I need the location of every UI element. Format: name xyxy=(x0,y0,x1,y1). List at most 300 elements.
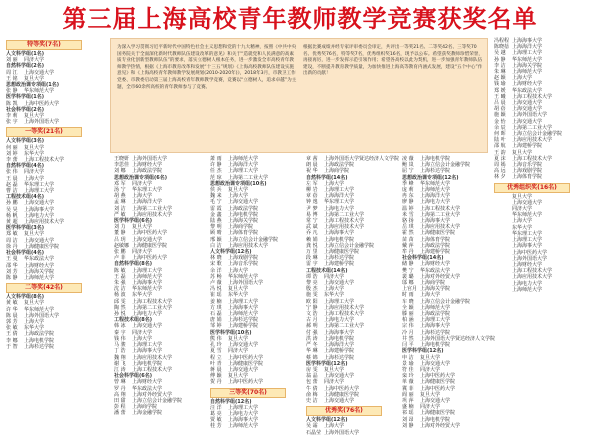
winner-school: 上海电力大学 xyxy=(420,199,451,206)
winner-name: 谭 浩 xyxy=(306,273,318,280)
winner-school: 上海师范大学 xyxy=(420,304,451,311)
winner-school: 上海理工大学 xyxy=(132,342,163,349)
subject-group-label: 医学科学组(3名) xyxy=(6,225,45,232)
winner-school: 华东师范大学 xyxy=(24,306,55,313)
winner-school: 上海师范大学 xyxy=(512,286,543,293)
winner-name: 孙 悦 xyxy=(114,311,126,318)
winner-row xyxy=(494,174,598,180)
winner-name: 张 伟 xyxy=(6,169,18,176)
winner-name: 任 杰 xyxy=(210,168,222,175)
winner-name: 王 韵 xyxy=(494,149,506,156)
winner-school: 上海海事大学 xyxy=(132,280,163,287)
winner-name: 曹 洁 xyxy=(6,188,18,195)
winner-school: 上海工程技术大学 xyxy=(512,155,553,162)
winner-name: 钟 逸 xyxy=(306,199,318,206)
winner-school: 上海外国语大学 xyxy=(132,156,168,162)
winner-name: 谢 飞 xyxy=(114,360,126,367)
winner-school: 东华大学 xyxy=(132,292,153,299)
winner-name: 余 辰 xyxy=(494,124,506,131)
subject-group-label: 自然科学组(4名) xyxy=(6,163,45,170)
winner-school: 上海金融学院 xyxy=(132,410,163,417)
winner-name: 冯程程 xyxy=(494,38,510,44)
winner-name: 贺 丹 xyxy=(210,379,222,386)
winner-school: 上海对外经贸大学 xyxy=(132,391,173,398)
winner-name: 侯 兵 xyxy=(210,187,222,194)
winner-name: 张 鹏 xyxy=(114,249,126,256)
winner-name: 滕 丽 xyxy=(402,311,414,318)
winner-school: 上海电机学院 xyxy=(324,335,355,342)
winner-name: 傅 颖 xyxy=(210,373,222,380)
winner-row xyxy=(114,410,206,416)
winner-name: 刘 娜 xyxy=(114,168,126,175)
winner-school: 上海海事大学 xyxy=(24,206,55,213)
winner-school: 上海师范大学 xyxy=(512,69,543,76)
winner-name: 孙 静 xyxy=(494,56,506,63)
winner-name: 林 夕 xyxy=(494,174,506,181)
winner-school: 东华大学 xyxy=(324,292,345,299)
winner-school: 复旦大学 xyxy=(228,187,249,194)
winner-school: 上海电机学院 xyxy=(24,337,55,344)
name-list-column-4 xyxy=(306,156,400,436)
winner-name: 欧 阳 xyxy=(306,298,318,305)
subject-group-label: 思想政治课专项组(12名) xyxy=(402,174,459,181)
winner-name: 邱 雯 xyxy=(114,298,126,305)
winner-school: 复旦大学 xyxy=(24,113,45,120)
winner-name: 张 宇 xyxy=(6,119,18,126)
winner-school: 上海音乐学院 xyxy=(228,261,259,268)
winner-school: 复旦大学 xyxy=(420,391,441,398)
winner-name: 曾 琳 xyxy=(114,379,126,386)
winner-name: 古 月 xyxy=(306,317,318,324)
winner-name: 秦 宇 xyxy=(114,329,126,336)
winner-name: 霍 然 xyxy=(402,230,414,237)
winner-school: 上海电机学院 xyxy=(420,342,451,349)
winner-school: 上海商学院 xyxy=(132,404,158,411)
winner-school: 上海交通大学 xyxy=(512,106,543,113)
winner-name: 全 颖 xyxy=(402,304,414,311)
winner-school: 上海健康医学院 xyxy=(132,242,168,249)
winner-name: 殷 杰 xyxy=(306,286,318,293)
winner-name: 柏 涵 xyxy=(402,317,414,324)
winner-school: 上海第二工业大学 xyxy=(420,211,461,218)
winner-school: 上海大学 xyxy=(420,292,441,299)
winner-school: 上海杉达学院 xyxy=(420,329,451,336)
winner-school: 上海第二工业大学 xyxy=(324,323,365,330)
winner-name: 赖 娟 xyxy=(306,236,318,243)
winner-name: 米 雪 xyxy=(402,211,414,218)
winner-name: 黄 敏 xyxy=(6,300,18,307)
winner-school: 上海理工大学 xyxy=(228,404,259,411)
winner-name: 石 磊 xyxy=(210,311,222,318)
winner-name: 万 里 xyxy=(306,249,318,256)
winner-name: 周 江 xyxy=(6,69,18,76)
winner-school: 上海交通大学 xyxy=(228,199,259,206)
winner-name: 夏 沫 xyxy=(494,155,506,162)
winner-name: 王 倩 xyxy=(6,331,18,338)
winner-school: 同济大学 xyxy=(420,404,441,411)
winner-school: 上海建桥学院 xyxy=(420,249,451,256)
winner-name: 程 立 xyxy=(210,354,222,361)
winner-school: 上海海洋大学 xyxy=(324,193,355,200)
winner-name: 上官月 xyxy=(402,286,418,293)
winner-school: 上海电力大学 xyxy=(512,280,543,287)
winner-school: 上海海关学院 xyxy=(24,268,55,275)
award-section-header: 一等奖(21名) xyxy=(6,127,82,137)
winner-name: 卢 菲 xyxy=(114,255,126,262)
winner-school: 上海工程技术大学 xyxy=(132,298,173,305)
winner-school: 上海海事大学 xyxy=(420,218,451,225)
winner-name: 李 洁 xyxy=(494,62,506,69)
winner-school: 华东政法大学 xyxy=(420,267,451,274)
winner-school: 上海立信会计金融学院 xyxy=(420,298,471,305)
winner-name: 钱 伟 xyxy=(114,335,126,342)
winner-school: 华东政法大学 xyxy=(512,87,543,94)
subject-group-label: 社会科学组(4名) xyxy=(6,250,45,257)
winner-name: 冷 月 xyxy=(402,329,414,336)
winner-school: 上海大学 xyxy=(324,180,345,187)
winner-name: 骆 扬 xyxy=(402,218,414,225)
winner-name: 黄 超 xyxy=(6,219,18,226)
winner-school: 上海立信会计金融学院 xyxy=(420,162,471,169)
winner-school: 上海海洋大学 xyxy=(132,199,163,206)
winner-name: 邹 婷 xyxy=(210,323,222,330)
winner-school: 上海建桥学院 xyxy=(324,261,355,268)
subject-group-label: 思想政治课专项组(1名) xyxy=(6,82,60,89)
winner-row xyxy=(6,344,106,350)
winner-school: 复旦大学 xyxy=(512,149,533,156)
winner-name: 韩 冰 xyxy=(114,323,126,330)
winner-name: 李思佳 xyxy=(114,162,130,169)
winner-school: 同济大学 xyxy=(324,273,345,280)
winner-school: 上海工程技术大学 xyxy=(324,218,365,225)
winner-school: 上海海事大学 xyxy=(228,304,259,311)
winner-name: 刘 婷 xyxy=(6,150,18,157)
winner-school: 上海电力大学 xyxy=(324,317,355,324)
winner-school: 上海应用技术大学 xyxy=(228,242,269,249)
intro-box xyxy=(110,38,488,153)
winner-school: 上海中医药大学 xyxy=(420,385,456,392)
winner-school: 上海交通大学 xyxy=(324,280,355,287)
subject-group-label: 社会科学组(14名) xyxy=(402,255,444,262)
subject-group-label: 思想政治课专项组(10名) xyxy=(210,180,267,187)
winner-school: 上海财经大学 xyxy=(24,262,55,269)
winner-school: 上海应用技术大学 xyxy=(132,354,173,361)
winner-school: 上海交通大学 xyxy=(132,323,163,330)
winner-school: 上海立信会计金融学院 xyxy=(132,397,183,404)
winner-name: 季 峰 xyxy=(402,180,414,187)
winner-school: 上海交通大学 xyxy=(24,237,55,244)
winner-school: 上海交通大学 xyxy=(24,200,55,207)
winner-school: 上海师范大学 xyxy=(132,273,163,280)
winner-school: 上海体育学院 xyxy=(420,236,451,243)
winner-name: 施 雯 xyxy=(306,292,318,299)
winner-school: 上海外国语大学 xyxy=(324,429,360,436)
winner-name: 郑 媛 xyxy=(494,87,506,94)
winner-school: 东华大学 xyxy=(24,325,45,332)
winner-school: 上海交通大学 xyxy=(132,236,163,243)
winner-name: 沈 洁 xyxy=(114,286,126,293)
name-list-column-3 xyxy=(210,156,302,430)
winner-school: 上海财经大学 xyxy=(420,261,451,268)
winner-school: 上海电机学院 xyxy=(420,416,451,423)
winner-name: 赵 磊 xyxy=(6,181,18,188)
subject-group-label: 工程技术组(4名) xyxy=(6,194,45,201)
winner-name: 岳 琪 xyxy=(402,224,414,231)
winner-name: 冀 菲 xyxy=(402,385,414,392)
winner-name: 邢 颖 xyxy=(210,236,222,243)
winner-school: 上海电机学院 xyxy=(132,360,163,367)
winner-school: 上海立信会计金融学院 xyxy=(512,131,563,138)
winner-name: 崔 瑶 xyxy=(210,292,222,299)
winner-name: 田 甜 xyxy=(114,397,126,404)
winner-school: 上海戏剧学院 xyxy=(512,168,543,175)
winner-name: 陈 静 xyxy=(6,274,18,281)
subject-group-label: 工程技术组(8名) xyxy=(114,317,153,324)
winner-name: 高 翔 xyxy=(114,391,126,398)
winner-school: 上海财经大学 xyxy=(512,261,543,268)
subject-group-label: 医学科学组(1名) xyxy=(6,94,45,101)
winner-school: 上海理工大学 xyxy=(324,187,355,194)
winner-name: 苏 畅 xyxy=(210,273,222,280)
winner-name: 白 洁 xyxy=(210,242,222,249)
winner-row xyxy=(6,119,106,125)
winner-school: 复旦大学 xyxy=(512,193,533,200)
winner-school: 上海中医药大学 xyxy=(420,373,456,380)
winner-school: 同济大学 xyxy=(228,348,249,355)
subject-group-label: 人文科学组(1名) xyxy=(6,51,45,57)
winner-name: 陶 然 xyxy=(114,304,126,311)
winner-name: 符 佳 xyxy=(402,366,414,373)
subject-group-label: 人文科学组(12名) xyxy=(210,249,252,256)
winner-school: 上海第二工业大学 xyxy=(228,174,269,181)
winner-name: 吴 霜 xyxy=(306,423,318,430)
winner-name: 章 蓓 xyxy=(306,193,318,200)
winner-school: 上海大学 xyxy=(132,193,153,200)
winner-school: 上海海事大学 xyxy=(228,417,259,424)
winner-school: 上海健康医学院 xyxy=(24,243,60,250)
winner-name: 金 鑫 xyxy=(210,211,222,218)
winner-name: 卢 薇 xyxy=(210,280,222,287)
winner-school: 同济大学 xyxy=(324,379,345,386)
winner-name: 金 怡 xyxy=(494,118,506,125)
winner-name: 黎 明 xyxy=(210,224,222,231)
winner-name: 刘 芳 xyxy=(6,268,18,275)
winner-name: 裴 璐 xyxy=(402,273,414,280)
winner-school: 上海理工大学 xyxy=(132,267,163,274)
winner-name: 祝 华 xyxy=(306,168,318,175)
winner-name: 雷 宇 xyxy=(306,261,318,268)
winner-name: 柳 岩 xyxy=(306,187,318,194)
winner-school: 上海师范大学 xyxy=(420,187,451,194)
winner-row xyxy=(6,275,106,281)
winner-name: 戴 萍 xyxy=(402,242,414,249)
winner-name: 严 敏 xyxy=(114,211,126,218)
winner-name: 范 琼 xyxy=(210,174,222,181)
winner-name: 唐 娟 xyxy=(210,317,222,324)
winner-name: 刘 洁 xyxy=(114,205,126,212)
winner-school: 上海大学 xyxy=(228,267,249,274)
winner-name: 黎 亮 xyxy=(306,280,318,287)
winner-name: 张 静 xyxy=(6,88,18,95)
winner-school: 上海交通大学 xyxy=(512,100,543,107)
winner-school: 上海大学 xyxy=(324,286,345,293)
subject-group-label: 思想政治课专项组(6名) xyxy=(114,174,168,181)
winner-school: 复旦大学 xyxy=(24,144,45,151)
winner-name: 熊 伟 xyxy=(210,335,222,342)
winner-school: 上海应用技术大学 xyxy=(512,274,553,281)
winner-school: 上海建桥学院 xyxy=(324,348,355,355)
winner-school: 上海杉达学院 xyxy=(324,255,355,262)
winner-school: 上海立信会计金融学院 xyxy=(324,242,375,249)
subject-group-label: 人文科学组(8名) xyxy=(6,294,45,301)
winner-school: 复旦大学 xyxy=(132,224,153,231)
winner-name: 吕 玥 xyxy=(114,236,126,243)
award-section-header: 优秀奖(76名) xyxy=(306,406,382,416)
winner-school: 上海外国语大学 xyxy=(512,255,548,262)
winner-name: 陆 叶 xyxy=(494,137,506,144)
award-section-header: 特等奖(7名) xyxy=(6,40,82,50)
winner-school: 同济大学 xyxy=(24,57,45,64)
winner-name: 朱 琳 xyxy=(494,69,506,76)
winner-name: 汤 宁 xyxy=(114,187,126,194)
winner-school: 上海外国语大学贤达经济人文学院 xyxy=(420,335,496,342)
winner-school: 华东师范大学 xyxy=(512,212,543,219)
winner-school: 东华大学 xyxy=(24,150,45,157)
winner-name: 龚 悦 xyxy=(306,242,318,249)
winner-school: 复旦大学 xyxy=(228,286,249,293)
winner-name: 何 丽 xyxy=(6,144,18,151)
winner-school: 上海交通大学 xyxy=(324,373,355,380)
winner-school: 同济大学 xyxy=(512,206,533,213)
winner-name: 常 宁 xyxy=(306,218,318,225)
winner-school: 上海理工大学 xyxy=(512,237,543,244)
subject-group-label: 社会科学组(2名) xyxy=(6,106,45,113)
winner-name: 华 琳 xyxy=(306,348,318,355)
winner-name: 胡 蓓 xyxy=(494,106,506,113)
winner-school: 上海理工大学 xyxy=(228,298,259,305)
winner-name: 王 曦 xyxy=(494,93,506,100)
winner-school: 上海政法学院 xyxy=(324,162,355,169)
winner-name: 付 强 xyxy=(306,329,318,336)
winner-row xyxy=(306,430,398,436)
name-list-column-1 xyxy=(6,38,106,422)
winner-name: 凌 薇 xyxy=(402,156,414,162)
winner-name: 王 曼 xyxy=(6,256,18,263)
winner-name: 许 华 xyxy=(6,306,18,313)
winner-name: 文 浩 xyxy=(306,311,318,318)
winner-name: 栾 玲 xyxy=(402,373,414,380)
winner-school: 华东师范大学 xyxy=(420,180,451,187)
winner-school: 华东理工大学 xyxy=(324,199,355,206)
winner-name: 武 斌 xyxy=(306,224,318,231)
winner-name: 孙 鹏 xyxy=(6,200,18,207)
winner-name: 储 静 xyxy=(402,261,414,268)
winner-row xyxy=(402,423,490,429)
winner-school: 复旦大学 xyxy=(420,354,441,361)
winner-name: 胡 燕 xyxy=(114,193,126,200)
winner-name: 姜 楠 xyxy=(210,298,222,305)
winner-name: 魏 翔 xyxy=(114,354,126,361)
winner-school: 上海工程技术大学 xyxy=(420,205,461,212)
winner-school: 上海海洋大学 xyxy=(512,44,543,51)
winner-name: 邵 航 xyxy=(494,143,506,150)
winner-school: 上海师范大学 xyxy=(228,311,259,318)
winner-school: 上海应用技术大学 xyxy=(324,224,365,231)
intro-paragraph-1: 为深入学习贯彻习近平新时代中国特色社会主义思想和党的十九大精神，按照《中共中央 国务院关于全面深化新时代教师队伍建设改革的意见》和关于“造就党和人民满意的高素质专业化创新型教师队伍”的要求，落实立德树人根本任务，进一步激发全市高校青年教师教学热情，根据《上海市教育改革和发展“十三五”规划》《上海高校教师队伍建设实施意见》和《上海高校青年教师教学发展规划(2010-2020年)》，2018年3月，市教卫工作党委、市教委启动第三届上海高校青年教师教学竞赛，竞赛以“立德树人，追求卓越”为主题，全市60余所高校的青年教师参与了竞赛。 xyxy=(117,45,297,90)
winner-school: 上海外国语大学 xyxy=(24,312,60,319)
winner-name: 赵 颖 xyxy=(494,75,506,82)
winner-name: 乔 凡 xyxy=(306,230,318,237)
winner-name: 申 洁 xyxy=(402,354,414,361)
winner-name: 雷 霞 xyxy=(210,205,222,212)
winner-school: 同济大学 xyxy=(24,169,45,176)
winner-school: 上海师范大学 xyxy=(24,274,55,281)
winner-school: 华东师范大学 xyxy=(228,273,259,280)
name-list-column-2 xyxy=(114,156,206,422)
poster-title: 第三届上海高校青年教师教学竞赛获奖名单 xyxy=(62,5,538,33)
winner-school: 上海交通大学 xyxy=(420,397,451,404)
winner-name: 张 敏 xyxy=(6,325,18,332)
winner-school: 上海海事大学 xyxy=(132,348,163,355)
winner-school: 上海工程技术大学 xyxy=(512,268,553,275)
winner-school: 复旦大学 xyxy=(228,335,249,342)
winner-name: 尹 梦 xyxy=(306,205,318,212)
winner-school: 上海外国语大学贤达经济人文学院 xyxy=(324,156,400,162)
winner-school: 上海海洋大学 xyxy=(228,162,259,169)
winner-school: 上海外国语大学 xyxy=(24,119,60,126)
winner-school: 上海建桥学院 xyxy=(228,323,259,330)
winner-name: 李 娜 xyxy=(6,337,18,344)
winner-name: 钱 瑜 xyxy=(494,81,506,88)
winner-name: 刘 丽 xyxy=(6,57,18,64)
winner-school: 上海应用技术大学 xyxy=(512,137,553,144)
winner-school: 复旦大学 xyxy=(24,75,45,82)
winner-name: 邬 娜 xyxy=(402,280,414,287)
winner-school: 上海健康医学院 xyxy=(420,379,456,386)
winner-name: 车 晓 xyxy=(402,298,414,305)
winner-school: 上海大学 xyxy=(24,318,45,325)
winner-school: 上海师范大学 xyxy=(228,423,259,430)
winner-name: 高 远 xyxy=(494,168,506,175)
winner-school: 上海戏剧学院 xyxy=(228,255,259,262)
winner-name: 夏 雪 xyxy=(210,348,222,355)
winner-name: 刘 力 xyxy=(114,224,126,231)
winner-school: 上海健康医学院 xyxy=(420,410,456,417)
name-list-column-5 xyxy=(402,156,496,429)
winner-school: 上海理工大学 xyxy=(420,317,451,324)
winner-school: 上海海关学院 xyxy=(420,286,451,293)
winner-school: 上海电机学院 xyxy=(420,156,451,162)
winner-name: 郭 芳 xyxy=(6,318,18,325)
winner-school: 同济大学 xyxy=(420,366,441,373)
subject-group-label: 自然科学组(2名) xyxy=(6,63,45,70)
winner-school: 上海应用技术大学 xyxy=(420,224,461,231)
winner-name: 冉 东 xyxy=(402,193,414,200)
winner-school: 上海杉达学院 xyxy=(420,168,451,175)
winner-school: 复旦大学 xyxy=(324,366,345,373)
subject-group-label: 人文科学组(3名) xyxy=(6,138,45,145)
winner-school: 上海财经大学 xyxy=(512,81,543,88)
winner-name: 邵 华 xyxy=(6,262,18,269)
winner-name: 江 涛 xyxy=(114,366,126,373)
winner-school: 上海中医药大学 xyxy=(132,230,168,237)
winner-school: 上海对外经贸大学 xyxy=(420,273,461,280)
winner-school: 上海健康医学院 xyxy=(228,360,264,367)
name-list-column-6 xyxy=(494,38,598,422)
winner-name: 方 琪 xyxy=(210,304,222,311)
winner-row xyxy=(210,423,302,429)
winner-school: 上海第二工业大学 xyxy=(132,205,173,212)
